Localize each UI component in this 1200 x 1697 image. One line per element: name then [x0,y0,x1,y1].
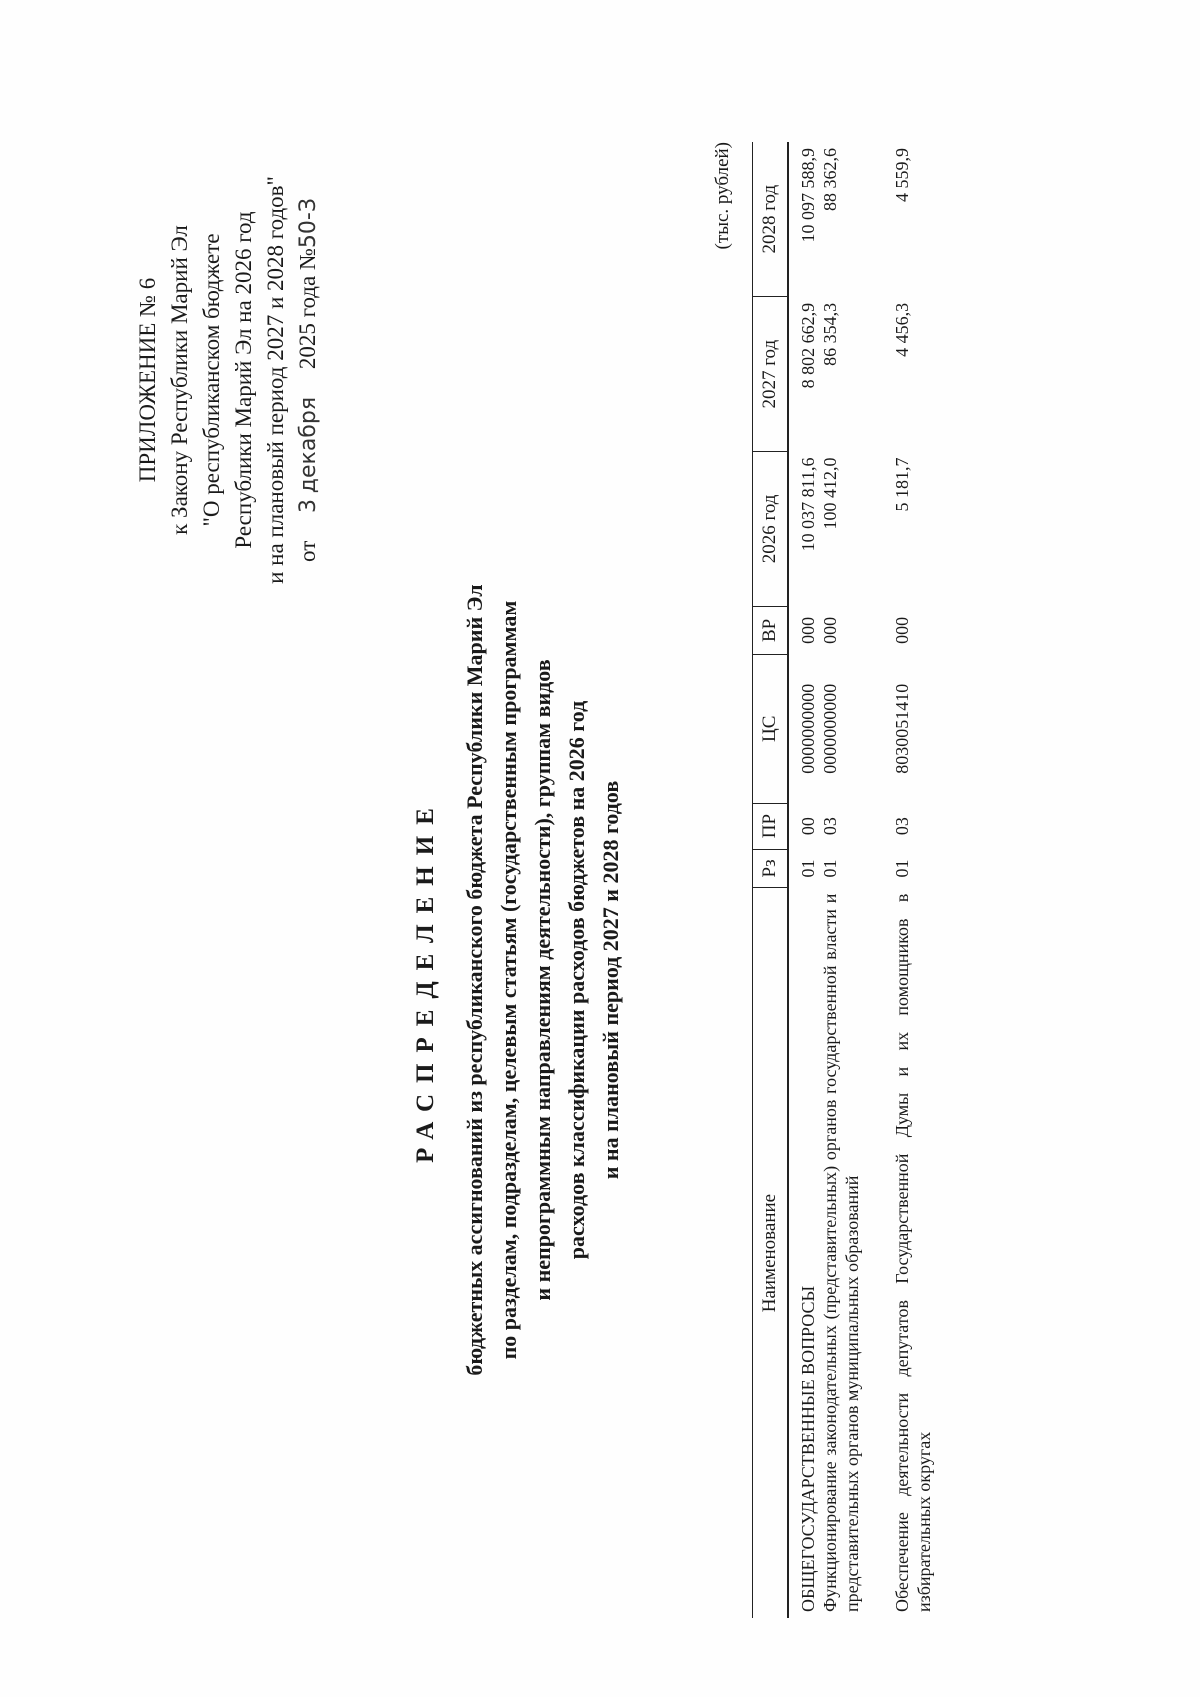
header-2027: 2027 год [753,297,789,452]
header-cs: ЦС [753,655,789,804]
row-vr: 000 [798,616,818,644]
appendix-line-1: к Закону Республики Марий Эл [167,225,192,535]
sign-number: 50-З [296,198,321,249]
appendix-title: ПРИЛОЖЕНИЕ № 6 [135,277,160,483]
row-cs: 8030051410 [892,683,912,774]
appendix-signature-line [292,120,325,640]
row-2027: 86 354,3 [820,302,840,366]
document-heading [412,530,628,1430]
header-vr: ВР [753,606,789,654]
sign-month: декабря [296,396,321,494]
header-name: Наименование [753,888,789,1618]
row-name: Функционирование законодательных (представительных) органов государственной власти и представительных органов муниципальных образований [820,893,862,1612]
row-vr: 000 [820,616,840,644]
rotated-sheet [12,90,1112,1640]
heading-line-3: и непрограммным направлениям деятельности), группам видов [530,659,555,1301]
row-2026: 10 037 811,6 [798,457,818,552]
table-header-row [753,142,789,1618]
appendix-block [132,120,325,640]
row-cs: 0000000000 [820,683,840,774]
appendix-line-4: и на плановый период 2027 и 2028 годов" [263,176,288,584]
document-title: РАСПРЕДЕЛЕНИЕ [412,797,439,1163]
row-2027: 8 802 662,9 [798,302,818,389]
row-rz: 01 [798,859,818,878]
heading-line-1: бюджетных ассигнований из республиканского бюджета Республики Марий Эл [462,584,487,1376]
row-2026: 100 412,0 [820,457,840,530]
row-name: ОБЩЕГОСУДАРСТВЕННЫЕ ВОПРОСЫ [798,1285,818,1612]
sign-from: от [295,540,320,562]
budget-table [752,142,939,1618]
row-pr: 00 [798,817,818,836]
row-name: Обеспечение деятельности депутатов Государственной Думы и их помощников в избирательных округах [892,893,934,1612]
table-row [819,142,891,1618]
table-row [891,142,939,1618]
row-vr: 000 [892,616,912,644]
header-rz: Рз [753,849,789,887]
row-2028: 88 362,6 [820,148,840,211]
row-2027: 4 456,3 [892,302,912,357]
appendix-line-3: Республики Марий Эл на 2026 год [231,211,256,549]
heading-line-4: расходов классификации расходов бюджетов на 2026 год [564,700,589,1260]
row-2028: 4 559,9 [892,148,912,202]
table-row [788,142,819,1618]
row-pr: 03 [820,817,840,836]
header-2026: 2026 год [753,452,789,607]
row-rz: 01 [820,859,840,878]
sign-day: 3 [296,498,321,513]
units-label: (тыс. рублей) [712,142,733,250]
header-pr: ПР [753,803,789,849]
row-rz: 01 [892,859,912,878]
heading-line-2: по разделам, подразделам, целевым статьям (государственным программам [496,600,521,1360]
sign-year: 2025 года № [295,248,320,370]
row-2026: 5 181,7 [892,457,912,512]
appendix-line-2: "О республиканском бюджете [199,233,224,527]
row-2028: 10 097 588,9 [798,148,818,243]
row-pr: 03 [892,817,912,836]
header-2028: 2028 год [753,142,789,297]
heading-line-5: и на плановый период 2027 и 2028 годов [598,780,623,1180]
row-cs: 0000000000 [798,683,818,774]
